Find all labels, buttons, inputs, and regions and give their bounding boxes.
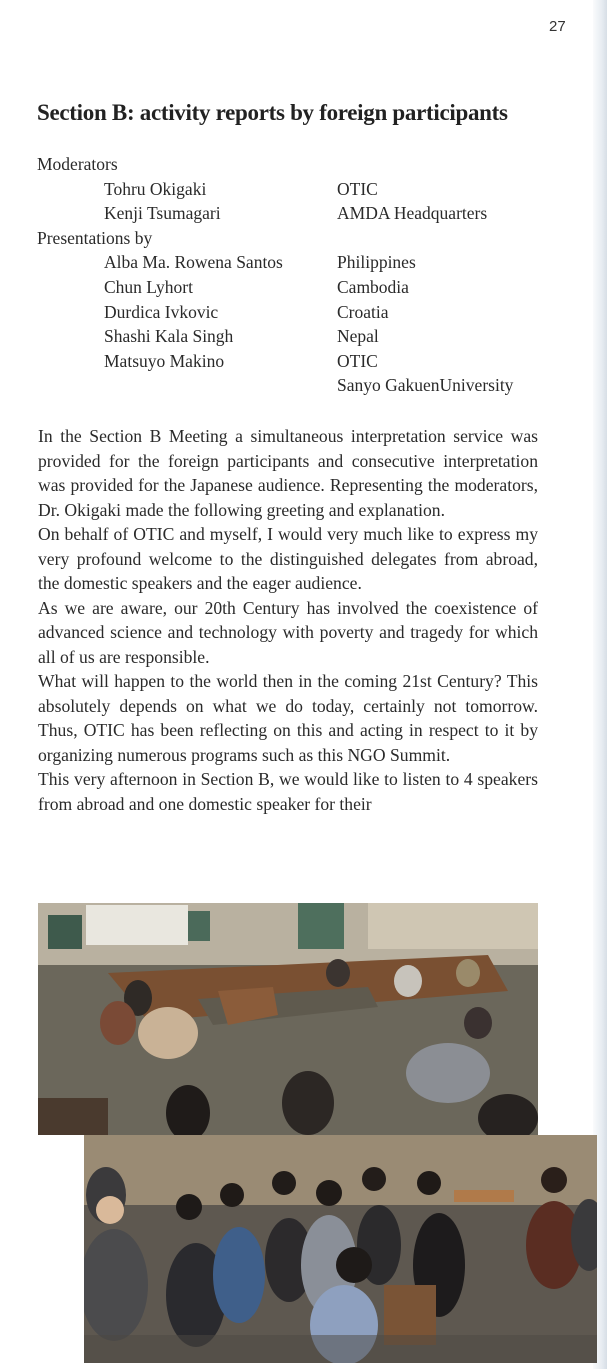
presenter-org: OTIC [337, 350, 378, 371]
body-paragraph: On behalf of OTIC and myself, I would very much like to express my very profound welcome to the distinguished delegates from abroad, the domestic speakers and the eager audience. [38, 524, 538, 593]
presenter-row [37, 275, 547, 300]
moderator-org: OTIC [337, 178, 378, 199]
presenter-name: Durdica Ivkovic [104, 301, 219, 322]
body-paragraph: In the Section B Meeting a simultaneous interpretation service was provided for the foreign participants and consecutive interpretation was provided for the Japanese audience. Representing the moderators, Dr. Okigaki made the following greeting and explanation. [38, 426, 538, 520]
presenter-row [37, 324, 547, 349]
body-paragraph: What will happen to the world then in the coming 21st Century? This absolutely depends on what we do today, certainly not tomorrow. Thus, OTIC has been reflecting on this and acting in respect to it by organizing numerous programs such as this NGO Summit. [38, 671, 538, 765]
presenter-org: Sanyo GakuenUniversity [337, 375, 514, 396]
moderator-org: AMDA Headquarters [337, 203, 488, 224]
moderators-heading: Moderators [37, 154, 118, 174]
audience-illustration [84, 1135, 597, 1363]
presenter-row [37, 300, 547, 325]
meeting-room-photo [38, 903, 538, 1135]
presenter-org: Cambodia [337, 276, 409, 297]
credits-block [37, 152, 547, 398]
meeting-room-illustration [38, 903, 538, 1135]
presenter-name: Shashi Kala Singh [104, 326, 234, 347]
moderator-row [37, 201, 547, 226]
body-paragraph: This very afternoon in Section B, we would like to listen to 4 speakers from abroad and one domestic speaker for their [38, 769, 538, 814]
moderator-row [37, 177, 547, 202]
moderator-name: Tohru Okigaki [104, 178, 207, 199]
section-title: Section B: activity reports by foreign participants [37, 100, 508, 125]
presenter-org: Nepal [337, 326, 379, 347]
presenter-row [37, 250, 547, 275]
page-number: 27 [549, 18, 566, 35]
audience-photo [84, 1135, 597, 1363]
presenter-name: Alba Ma. Rowena Santos [104, 252, 283, 273]
presenter-org: Philippines [337, 252, 416, 273]
body-paragraph: As we are aware, our 20th Century has involved the coexistence of advanced science and technology with poverty and tragedy for which all of us are responsible. [38, 597, 538, 667]
body-text [38, 424, 538, 816]
moderator-name: Kenji Tsumagari [104, 203, 221, 224]
presenter-name: Chun Lyhort [104, 276, 193, 297]
presenter-org: Croatia [337, 301, 389, 322]
presenter-row [37, 373, 547, 398]
presentations-heading: Presentations by [37, 227, 153, 248]
presenter-row [37, 349, 547, 374]
presenter-name: Matsuyo Makino [104, 350, 225, 371]
